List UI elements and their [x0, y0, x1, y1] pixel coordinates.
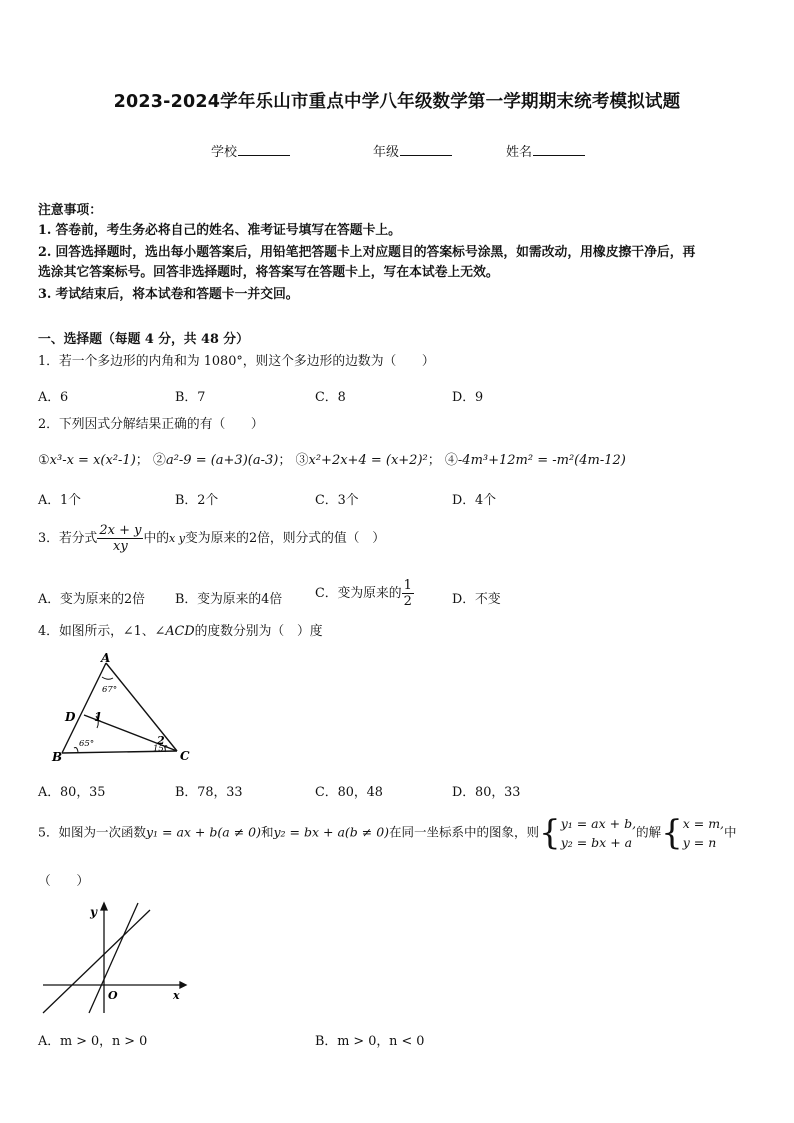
q3-option-d: D．不变: [452, 592, 501, 607]
q2-circle-4: ④: [444, 453, 458, 468]
label-c: C: [180, 749, 190, 763]
notice-heading: 注意事项：: [38, 203, 102, 218]
q3-fraction: $\frac{2x + y}{xy}$: [99, 523, 142, 554]
notice-item-2: 2. 回答选择题时，选出每小题答案后，用铅笔把答题卡上对应题目的答案标号涂黑，如需改动，用橡皮擦干净后，再: [38, 245, 696, 260]
q4-triangle-figure: [40, 650, 210, 768]
origin-label: O: [108, 989, 118, 1002]
q3-option-c: C．变为原来的 $\frac{1}{2}$: [315, 578, 412, 609]
q2-option-a: A．1个: [38, 493, 81, 508]
q5-system: y₁ = ax + b, y₂ = bx + a: [560, 816, 637, 850]
q5-stem: 5．如图为一次函数y₁ = ax + b(a ≠ 0)和y₂ = bx + a(b ≠ 0)在同一坐标系中的图象，则{ y₁ = ax + b, y₂ = bx + a 的解{ x = m, y = n 中: [38, 813, 737, 853]
label-67: 67°: [102, 685, 118, 695]
q4-option-a: A．80，35: [38, 785, 106, 800]
q4-option-c: C．80，48: [315, 785, 383, 800]
section-heading: 一、选择题（每题 4 分，共 48 分）: [38, 332, 249, 347]
q1-option-c: C．8: [315, 390, 346, 405]
school-field: [211, 141, 290, 160]
q3-vars: x y: [169, 532, 185, 545]
label-angle-1: 1: [94, 710, 103, 724]
q1-option-d: D．9: [452, 390, 484, 405]
q2-option-d: D．4个: [452, 493, 496, 508]
q5-graph-figure: [40, 900, 190, 1018]
q4-stem: 4．如图所示，∠1、∠ACD的度数分别为（ ）度: [38, 624, 323, 639]
y-axis-label: y: [90, 905, 97, 919]
page-title: 2023-2024学年乐山市重点中学八年级数学第一学期期末统考模拟试题: [113, 92, 681, 112]
q2-circle-1: ①: [38, 453, 50, 468]
q1-option-b: B．7: [175, 390, 206, 405]
label-a: A: [101, 651, 111, 665]
label-15: 15°: [153, 744, 169, 754]
x-axis-arrow: [180, 982, 186, 988]
label-d: D: [65, 710, 76, 724]
q2-stem: 2．下列因式分解结果正确的有（ ）: [38, 417, 264, 432]
name-label: 姓名: [506, 145, 533, 160]
grade-field: [373, 141, 452, 160]
label-angle-2: 2: [157, 734, 165, 747]
y-axis-arrow: [101, 903, 107, 910]
q1-option-a: A．6: [38, 390, 69, 405]
q1-stem: 1．若一个多边形的内角和为 1080°，则这个多边形的边数为（ ）: [38, 354, 435, 369]
q5-answer-paren: （ ）: [38, 874, 90, 889]
label-65: 65°: [79, 739, 95, 749]
school-label: 学校: [211, 145, 238, 160]
q4-option-b: B．78，33: [175, 785, 243, 800]
label-b: B: [52, 750, 63, 764]
name-blank: [533, 143, 585, 156]
q2-option-c: C．3个: [315, 493, 359, 508]
q3-option-b: B．变为原来的4倍: [175, 592, 283, 607]
notice-item-1: 1. 答卷前，考生务必将自己的姓名、准考证号填写在答题卡上。: [38, 223, 401, 238]
q2-expr-1: x³-x = x(x²-1): [49, 453, 136, 468]
q4-option-d: D．80，33: [452, 785, 521, 800]
q2-expr-2: a²-9 = (a+3)(a-3): [165, 453, 279, 468]
q2-expressions: ①x³-x = x(x²-1)； ②a²-9 = (a+3)(a-3)； ③x²+2x+4 = (x+2)²； ④-4m³+12m² = -m²(4m-12): [38, 453, 626, 468]
q5-solution: x = m, y = n: [682, 816, 725, 850]
q2-option-b: B．2个: [175, 493, 219, 508]
q5-func-1: y₁ = ax + b(a ≠ 0): [145, 824, 261, 840]
notice-item-2-cont: 选涂其它答案标号。回答非选择题时，将答案写在答题卡上，写在本试卷上无效。: [38, 265, 499, 280]
q3-option-a: A．变为原来的2倍: [38, 592, 145, 607]
notice-item-3: 3. 考试结束后，将本试卷和答题卡一并交回。: [38, 287, 299, 302]
q2-expr-4: -4m³+12m² = -m²(4m-12): [457, 453, 626, 468]
school-blank: [238, 143, 290, 156]
grade-label: 年级: [373, 145, 400, 160]
q3-stem: 3．若分式 $\frac{2x + y}{xy}$ 中的x y变为原来的2倍，则分式的值（ ）: [38, 523, 386, 554]
name-field: [506, 141, 585, 160]
q2-circle-2: ②: [152, 453, 166, 468]
q5-option-a: A．m > 0，n > 0: [38, 1034, 148, 1049]
grade-blank: [400, 143, 452, 156]
q2-circle-3: ③: [295, 453, 309, 468]
q5-func-2: y₂ = bx + a(b ≠ 0): [273, 824, 390, 840]
q5-option-b: B．m > 0，n < 0: [315, 1034, 425, 1049]
x-axis-label: x: [173, 989, 180, 1002]
q2-expr-3: x²+2x+4 = (x+2)²: [308, 453, 428, 468]
